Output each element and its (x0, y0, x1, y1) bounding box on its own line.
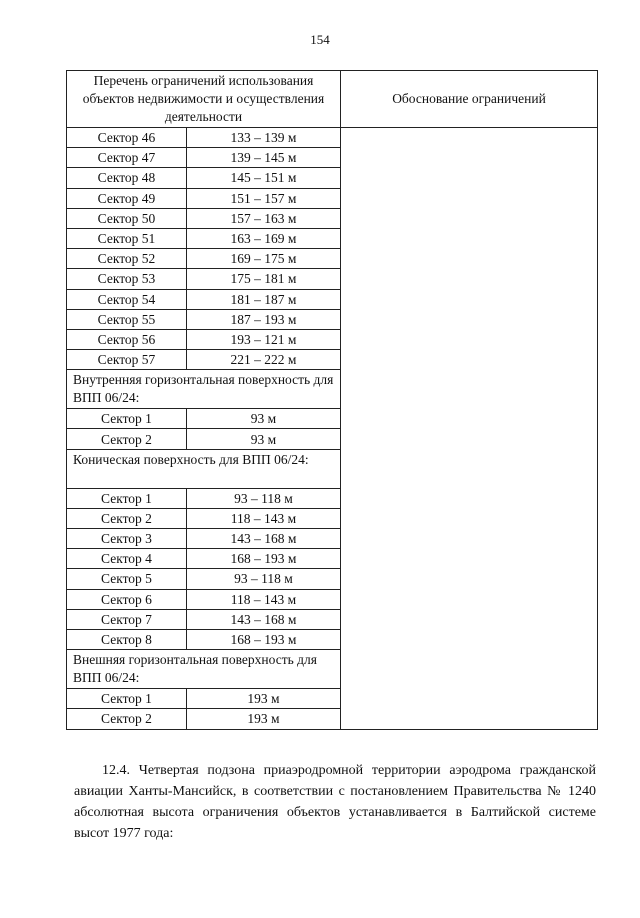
sector-name: Сектор 52 (67, 249, 187, 269)
section-title: Внутренняя горизонтальная поверхность для ВПП 06/24: (67, 370, 341, 409)
sector-name: Сектор 57 (67, 350, 187, 370)
restrictions-table (66, 70, 598, 730)
sector-name: Сектор 2 (67, 709, 187, 729)
height-value: 187 – 193 м (187, 309, 341, 329)
sector-name: Сектор 46 (67, 128, 187, 148)
height-value: 157 – 163 м (187, 208, 341, 228)
height-value: 193 м (187, 709, 341, 729)
sector-name: Сектор 1 (67, 689, 187, 709)
sector-name: Сектор 51 (67, 228, 187, 248)
sector-name: Сектор 4 (67, 549, 187, 569)
section-title: Внешняя горизонтальная поверхность для ВПП 06/24: (67, 650, 341, 689)
sector-name: Сектор 5 (67, 569, 187, 589)
sector-name: Сектор 1 (67, 488, 187, 508)
header-restrictions-list: Перечень ограничений использования объектов недвижимости и осуществления деятельности (67, 71, 341, 128)
sector-name: Сектор 2 (67, 429, 187, 449)
height-value: 93 – 118 м (187, 488, 341, 508)
sector-name: Сектор 48 (67, 168, 187, 188)
height-value: 168 – 193 м (187, 549, 341, 569)
restrictions-table-body (67, 71, 598, 730)
sector-name: Сектор 1 (67, 409, 187, 429)
sector-name: Сектор 7 (67, 609, 187, 629)
height-value: 163 – 169 м (187, 228, 341, 248)
height-value: 193 м (187, 689, 341, 709)
sector-name: Сектор 8 (67, 629, 187, 649)
height-value: 221 – 222 м (187, 350, 341, 370)
height-value: 175 – 181 м (187, 269, 341, 289)
sector-name: Сектор 3 (67, 529, 187, 549)
height-value: 118 – 143 м (187, 508, 341, 528)
sector-name: Сектор 55 (67, 309, 187, 329)
height-value: 145 – 151 м (187, 168, 341, 188)
section-title: Коническая поверхность для ВПП 06/24: (67, 449, 341, 488)
sector-name: Сектор 47 (67, 148, 187, 168)
height-value: 143 – 168 м (187, 529, 341, 549)
paragraph-12-4: 12.4. Четвертая подзона приаэродромной территории аэродрома гражданской авиации Ханты-Мансийск, в соответствии с постановлением Правительства № 1240 абсолютная высота ограничения объектов устанавливается в Балтийской системе высот 1977 года: (74, 763, 596, 841)
sector-name: Сектор 50 (67, 208, 187, 228)
height-value: 93 – 118 м (187, 569, 341, 589)
height-value: 168 – 193 м (187, 629, 341, 649)
height-value: 181 – 187 м (187, 289, 341, 309)
height-value: 151 – 157 м (187, 188, 341, 208)
height-value: 133 – 139 м (187, 128, 341, 148)
height-value: 193 – 121 м (187, 329, 341, 349)
sector-name: Сектор 56 (67, 329, 187, 349)
sector-name: Сектор 2 (67, 508, 187, 528)
height-value: 118 – 143 м (187, 589, 341, 609)
table-row (67, 128, 598, 148)
sector-name: Сектор 6 (67, 589, 187, 609)
height-value: 169 – 175 м (187, 249, 341, 269)
justification-cell (341, 128, 598, 730)
height-value: 93 м (187, 429, 341, 449)
height-value: 143 – 168 м (187, 609, 341, 629)
sector-name: Сектор 49 (67, 188, 187, 208)
header-justification: Обоснование ограничений (341, 71, 598, 128)
table-header-row (67, 71, 598, 128)
sector-name: Сектор 54 (67, 289, 187, 309)
sector-name: Сектор 53 (67, 269, 187, 289)
page-number: 154 (310, 32, 330, 47)
height-value: 139 – 145 м (187, 148, 341, 168)
height-value: 93 м (187, 409, 341, 429)
